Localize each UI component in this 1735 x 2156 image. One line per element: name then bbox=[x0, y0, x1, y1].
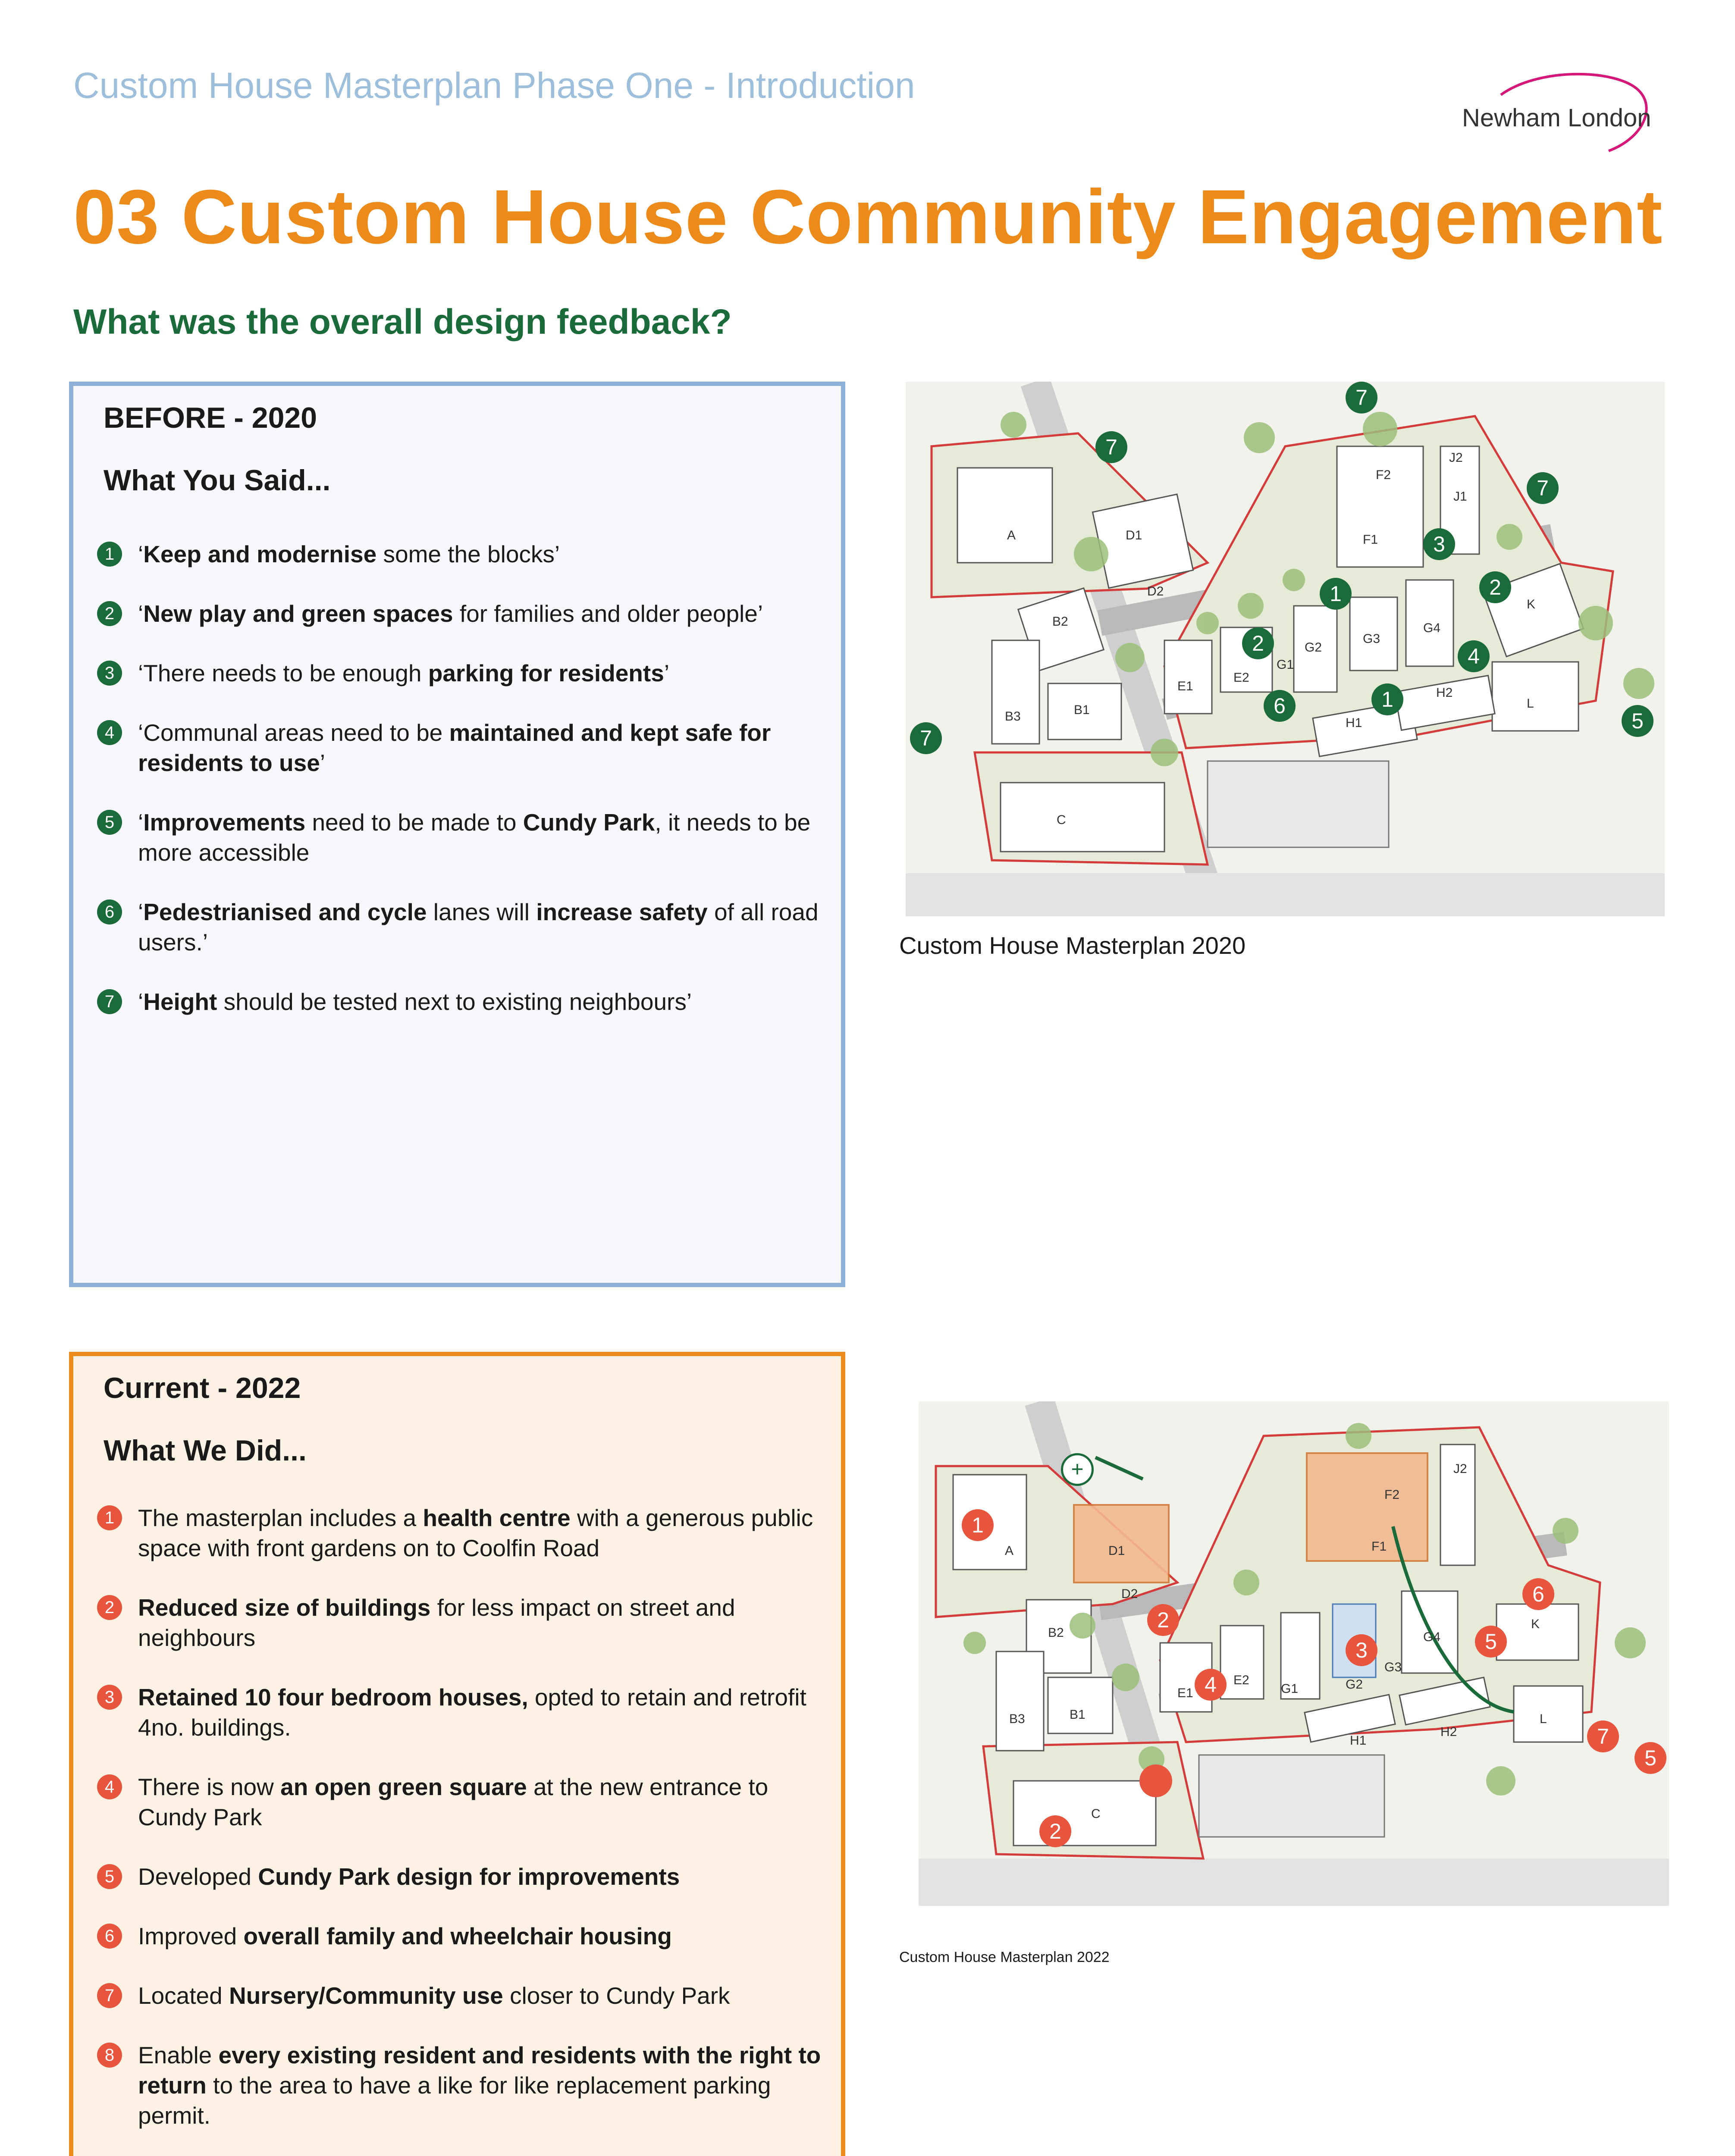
map-marker-1: 1 bbox=[1320, 578, 1352, 610]
number-badge: 3 bbox=[97, 1685, 122, 1710]
map-marker-7: 7 bbox=[1346, 382, 1377, 414]
block-label: G4 bbox=[1423, 621, 1441, 635]
number-badge: 6 bbox=[97, 899, 122, 924]
feedback-item-text: ‘Communal areas need to be maintained and kept safe for residents to use’ bbox=[138, 719, 771, 776]
map-marker-7: 7 bbox=[1587, 1720, 1619, 1752]
block-label: G2 bbox=[1305, 640, 1322, 655]
number-badge: 2 bbox=[97, 601, 122, 626]
block-label: B1 bbox=[1074, 703, 1090, 717]
block-label: J2 bbox=[1449, 451, 1463, 465]
feedback-item-text: ‘Pedestrianised and cycle lanes will increase safety of all road users.’ bbox=[138, 899, 819, 956]
logo-text: Newham London bbox=[1462, 104, 1651, 132]
action-item-text: Improved overall family and wheelchair housing bbox=[138, 1923, 672, 1949]
action-item bbox=[91, 1921, 824, 1951]
number-badge: 5 bbox=[97, 1864, 122, 1889]
feedback-item-text: ‘Keep and modernise some the blocks’ bbox=[138, 541, 560, 567]
feedback-item bbox=[91, 658, 824, 688]
block-label: H2 bbox=[1436, 686, 1453, 700]
number-badge: 4 bbox=[97, 720, 122, 745]
block-label: B1 bbox=[1070, 1708, 1086, 1722]
map-marker-3: 3 bbox=[1346, 1634, 1377, 1666]
map-marker-3: 3 bbox=[1423, 528, 1455, 560]
newham-london-logo bbox=[1453, 65, 1660, 164]
feedback-item bbox=[91, 539, 824, 569]
before-subheading: What You Said... bbox=[104, 464, 331, 497]
map-marker-5: 5 bbox=[1635, 1742, 1666, 1774]
current-heading: Current - 2022 bbox=[104, 1372, 301, 1404]
number-badge: 2 bbox=[97, 1595, 122, 1620]
feedback-item-text: ‘Improvements need to be made to Cundy Park, it needs to be more accessible bbox=[138, 809, 811, 866]
feedback-item bbox=[91, 718, 824, 778]
block-label: K bbox=[1527, 597, 1536, 611]
block-label: G1 bbox=[1277, 658, 1294, 672]
map-marker-7: 7 bbox=[1095, 431, 1127, 463]
action-item-text: Enable every existing resident and residents with the right to return to the area to have a like for like replacement parking permit. bbox=[138, 2042, 821, 2129]
action-item-text: Retained 10 four bedroom houses, opted to retain and retrofit 4no. buildings. bbox=[138, 1684, 806, 1741]
map-marker-2: 2 bbox=[1479, 571, 1511, 603]
block-label: G3 bbox=[1384, 1660, 1402, 1674]
number-badge: 1 bbox=[97, 542, 122, 567]
current-subheading: What We Did... bbox=[104, 1434, 307, 1467]
block-label: L bbox=[1527, 696, 1534, 711]
number-badge: 4 bbox=[97, 1774, 122, 1799]
before-feedback-list bbox=[91, 539, 824, 1046]
map-2022-caption: Custom House Masterplan 2022 bbox=[899, 1949, 1110, 1965]
block-label: G1 bbox=[1281, 1682, 1299, 1696]
map-marker-6: 6 bbox=[1264, 690, 1296, 722]
number-badge: 1 bbox=[97, 1505, 122, 1530]
before-2020-panel bbox=[69, 382, 845, 1287]
number-badge: 5 bbox=[97, 810, 122, 835]
action-item bbox=[91, 2040, 824, 2131]
masterplan-2020-drawing bbox=[906, 382, 1665, 916]
page-header-label: Custom House Masterplan Phase One - Introduction bbox=[73, 65, 915, 106]
block-label: G3 bbox=[1363, 632, 1380, 646]
block-label: B2 bbox=[1048, 1626, 1064, 1640]
before-heading: BEFORE - 2020 bbox=[104, 401, 317, 434]
map-marker-2: 2 bbox=[1039, 1815, 1071, 1847]
block-label: B3 bbox=[1005, 709, 1021, 724]
map-marker-7: 7 bbox=[910, 722, 942, 754]
block-label: E2 bbox=[1233, 1673, 1249, 1687]
action-item bbox=[91, 1682, 824, 1742]
feedback-item bbox=[91, 987, 824, 1017]
block-label: B2 bbox=[1052, 614, 1068, 629]
action-item-text: Reduced size of buildings for less impact on street and neighbours bbox=[138, 1594, 735, 1651]
block-label: F2 bbox=[1384, 1488, 1400, 1502]
feedback-item-text: ‘Height should be tested next to existing neighbours’ bbox=[138, 988, 692, 1015]
action-item bbox=[91, 1772, 824, 1832]
masterplan-2020-map bbox=[906, 382, 1665, 916]
number-badge: 6 bbox=[97, 1924, 122, 1949]
block-label: E2 bbox=[1233, 671, 1249, 685]
action-item-text: There is now an open green square at the new entrance to Cundy Park bbox=[138, 1774, 769, 1830]
block-label: H1 bbox=[1346, 716, 1362, 730]
map-marker-5: 5 bbox=[1475, 1626, 1507, 1658]
action-item bbox=[91, 1981, 824, 2011]
block-label: H2 bbox=[1440, 1725, 1457, 1739]
block-label: G2 bbox=[1346, 1677, 1363, 1692]
number-badge: 8 bbox=[97, 2043, 122, 2068]
map-2020-caption: Custom House Masterplan 2020 bbox=[899, 932, 1246, 959]
feedback-item bbox=[91, 897, 824, 957]
action-item-text: The masterplan includes a health centre with a generous public space with front gardens on to Coolfin Road bbox=[138, 1504, 813, 1561]
block-label: D2 bbox=[1121, 1587, 1138, 1601]
block-label: C bbox=[1057, 813, 1066, 827]
map-marker-4: 4 bbox=[1195, 1669, 1227, 1701]
block-label: D1 bbox=[1108, 1544, 1125, 1558]
block-label: J1 bbox=[1453, 489, 1467, 504]
map-marker-2: 2 bbox=[1242, 627, 1274, 659]
map-marker-2: 2 bbox=[1147, 1604, 1179, 1636]
block-label: A bbox=[1007, 528, 1016, 542]
number-badge: 7 bbox=[97, 1983, 122, 2008]
block-label: C bbox=[1091, 1807, 1101, 1821]
feedback-item-text: ‘There needs to be enough parking for residents’ bbox=[138, 660, 670, 686]
current-actions-list bbox=[91, 1503, 824, 2156]
block-label: F1 bbox=[1371, 1539, 1387, 1554]
map-marker-1: 1 bbox=[1371, 683, 1403, 715]
block-label: L bbox=[1540, 1712, 1547, 1726]
block-label: H1 bbox=[1350, 1733, 1367, 1748]
map-marker-7: 7 bbox=[1527, 472, 1559, 504]
block-label: D1 bbox=[1126, 528, 1142, 542]
action-item-text: Developed Cundy Park design for improvements bbox=[138, 1863, 680, 1890]
action-item bbox=[91, 1503, 824, 1563]
masterplan-2022-drawing bbox=[919, 1401, 1669, 1906]
block-label: K bbox=[1531, 1617, 1540, 1631]
page-title: 03 Custom House Community Engagement bbox=[73, 174, 1663, 260]
block-label: G4 bbox=[1423, 1630, 1441, 1644]
map-marker-6: 6 bbox=[1522, 1578, 1554, 1610]
feedback-item bbox=[91, 599, 824, 629]
map-marker-4: 4 bbox=[1458, 640, 1490, 672]
action-item bbox=[91, 1861, 824, 1892]
block-label: A bbox=[1005, 1544, 1014, 1558]
block-label: D2 bbox=[1147, 584, 1164, 599]
map-marker-5: 5 bbox=[1622, 705, 1653, 737]
block-label: E1 bbox=[1177, 679, 1193, 693]
number-badge: 7 bbox=[97, 989, 122, 1014]
action-item bbox=[91, 1592, 824, 1653]
block-label: F2 bbox=[1376, 468, 1391, 482]
block-label: J2 bbox=[1453, 1462, 1467, 1476]
current-2022-panel bbox=[69, 1352, 845, 2156]
masterplan-2022-map bbox=[919, 1401, 1669, 1906]
feedback-item bbox=[91, 807, 824, 868]
action-item-text: Located Nursery/Community use closer to Cundy Park bbox=[138, 1982, 730, 2009]
number-badge: 3 bbox=[97, 661, 122, 686]
feedback-item-text: ‘New play and green spaces for families and older people’ bbox=[138, 600, 763, 627]
section-question: What was the overall design feedback? bbox=[73, 302, 732, 342]
block-label: F1 bbox=[1363, 533, 1378, 547]
health-centre-plus-icon: + bbox=[1061, 1453, 1094, 1486]
block-label: B3 bbox=[1009, 1712, 1025, 1726]
block-label: E1 bbox=[1177, 1686, 1193, 1700]
map-marker-1: 1 bbox=[962, 1509, 994, 1541]
